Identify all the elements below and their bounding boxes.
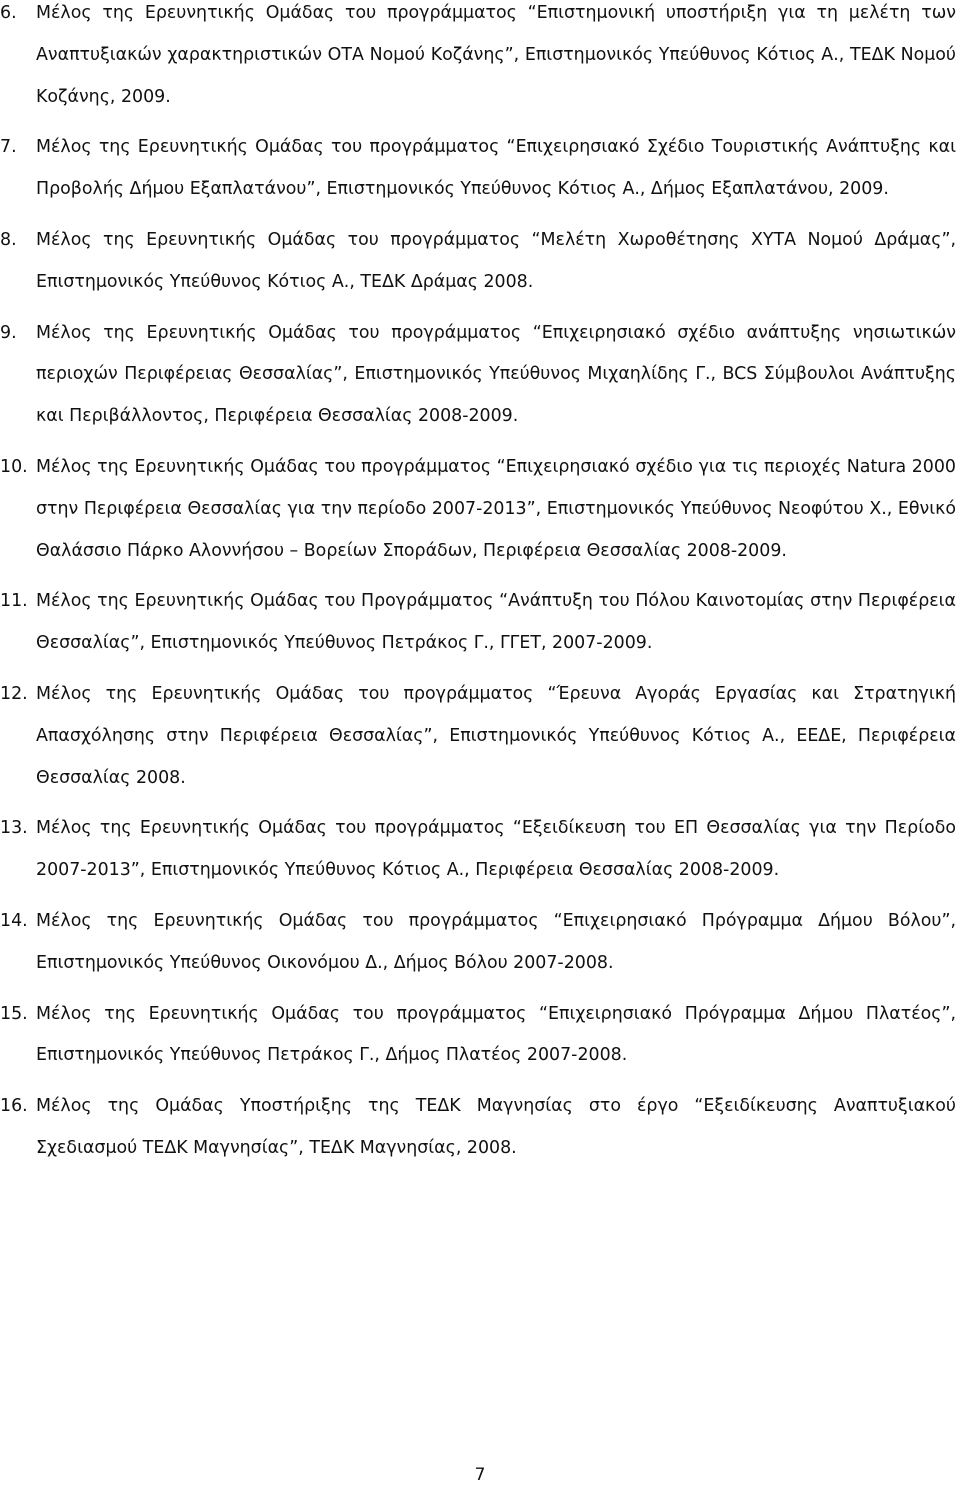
- item-text: Μέλος της Ερευνητικής Ομάδας του προγράμματος “Εξειδίκευση του ΕΠ Θεσσαλίας για την Περίοδο 2007-2013”, Επιστημονικός Υπεύθυνος Κότιος Α., Περιφέρεια Θεσσαλίας 2008-2009.: [36, 818, 956, 881]
- item-text: Μέλος της Ερευνητικής Ομάδας του προγράμματος “Επιχειρησιακό Πρόγραμμα Δήμου Πλατέος”, Επιστημονικός Υπεύθυνος Πετράκος Γ., Δήμος Πλατέος 2007-2008.: [36, 1003, 956, 1066]
- item-text: Μέλος της Ομάδας Υποστήριξης της ΤΕΔΚ Μαγνησίας στο έργο “Εξειδίκευσης Αναπτυξιακού Σχεδιασμού ΤΕΔΚ Μαγνησίας”, ΤΕΔΚ Μαγνησίας, 2008.: [36, 1096, 956, 1158]
- item-number: 15.: [0, 1003, 28, 1024]
- list-item: [0, 313, 960, 438]
- item-text: Μέλος της Ερευνητικής Ομάδας του προγράμματος “Έρευνα Αγοράς Εργασίας και Στρατηγική Απασχόλησης στην Περιφέρεια Θεσσαλίας”, Επιστημονικός Υπεύθυνος Κότιος Α., ΕΕΔΕ, Περιφέρεια Θεσσαλίας 2008.: [36, 683, 956, 788]
- item-number: 6.: [0, 3, 17, 23]
- list-item: [0, 220, 960, 304]
- item-number: 10.: [0, 456, 28, 477]
- list-item: [0, 447, 960, 572]
- item-number: 11.: [0, 591, 28, 612]
- page-number: 7: [474, 1465, 486, 1485]
- item-text: Μέλος της Ερευνητικής Ομάδας του Προγράμματος “Ανάπτυξη του Πόλου Καινοτομίας στην Περιφέρεια Θεσσαλίας”, Επιστημονικός Υπεύθυνος Πετράκος Γ., ΓΓΕΤ, 2007-2009.: [36, 591, 956, 654]
- list-item: [0, 1086, 960, 1170]
- item-number: 7.: [0, 137, 17, 158]
- item-number: 12.: [0, 683, 28, 704]
- item-number: 9.: [0, 322, 17, 343]
- list-item: [0, 808, 960, 892]
- item-text: Μέλος της Ερευνητικής Ομάδας του προγράμματος “Επιχειρησιακό Σχέδιο Τουριστικής Ανάπτυξης και Προβολής Δήμου Εξαπλατάνου”, Επιστημονικός Υπεύθυνος Κότιος Α., Δήμος Εξαπλατάνου, 2009.: [36, 137, 956, 200]
- list-item: [0, 674, 960, 799]
- item-text: Μέλος της Ερευνητικής Ομάδας του προγράμματος “Μελέτη Χωροθέτησης ΧΥΤΑ Νομού Δράμας”, Επιστημονικός Υπεύθυνος Κότιος Α., ΤΕΔΚ Δράμας 2008.: [36, 229, 956, 292]
- item-text: Μέλος της Ερευνητικής Ομάδας του προγράμματος “Επιχειρησιακό Πρόγραμμα Δήμου Βόλου”, Επιστημονικός Υπεύθυνος Οικονόμου Δ., Δήμος Βόλου 2007-2008.: [36, 910, 956, 973]
- item-number: 8.: [0, 229, 17, 250]
- item-number: 16.: [0, 1096, 28, 1117]
- item-number: 14.: [0, 910, 28, 931]
- list-item: [0, 994, 960, 1078]
- list-item: [0, 127, 960, 211]
- list-item: [0, 901, 960, 985]
- list-item: [0, 0, 960, 118]
- item-text: Μέλος της Ερευνητικής Ομάδας του προγράμματος “Επιστημονική υποστήριξη για τη μελέτη των Αναπτυξιακών χαρακτηριστικών ΟΤΑ Νομού Κοζάνης”, Επιστημονικός Υπεύθυνος Κότιος Α., ΤΕΔΚ Νομού Κοζάνης, 2009.: [36, 3, 956, 107]
- item-text: Μέλος της Ερευνητικής Ομάδας του προγράμματος “Επιχειρησιακό σχέδιο ανάπτυξης νησιωτικών περιοχών Περιφέρειας Θεσσαλίας”, Επιστημονικός Υπεύθυνος Μιχαηλίδης Γ., BCS Σύμβουλοι Ανάπτυξης και Περιβάλλοντος, Περιφέρεια Θεσσαλίας 2008-2009.: [36, 322, 956, 427]
- item-text: Μέλος της Ερευνητικής Ομάδας του προγράμματος “Επιχειρησιακό σχέδιο για τις περιοχές Natura 2000 στην Περιφέρεια Θεσσαλίας για την περίοδο 2007-2013”, Επιστημονικός Υπεύθυνος Νεοφύτου Χ., Εθνικό Θαλάσσιο Πάρκο Αλοννήσου – Βορείων Σποράδων, Περιφέρεια Θεσσαλίας 2008-2009.: [36, 456, 956, 561]
- item-number: 13.: [0, 818, 28, 839]
- list-item: [0, 581, 960, 665]
